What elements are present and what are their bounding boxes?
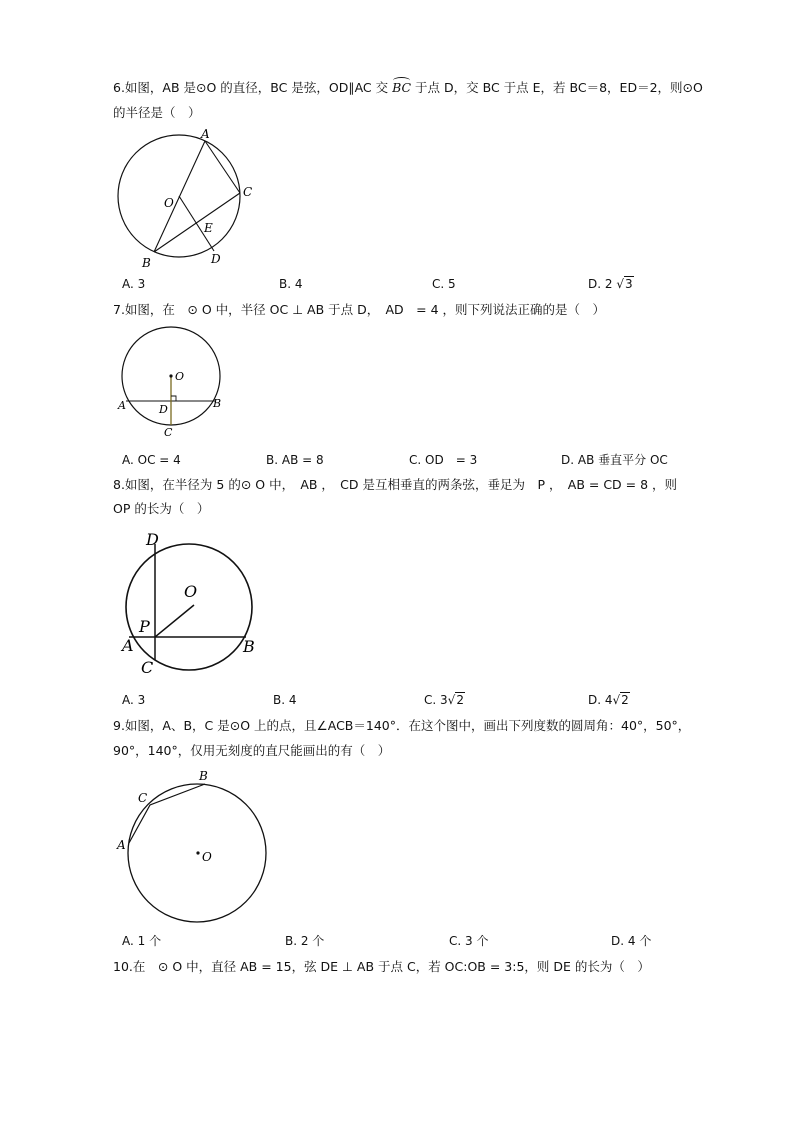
- q6-option-d-radicand: 3: [624, 277, 633, 291]
- q8-option-b[interactable]: B. 4: [273, 693, 297, 707]
- q6-stem-post: 于点 D，交 BC 于点 E，若 BC＝8，ED＝2，则⊙O: [411, 80, 703, 95]
- q8-label-c: C: [141, 658, 154, 677]
- q6-option-d[interactable]: D. 2 √3: [588, 277, 633, 291]
- q6-chord-ac: [205, 141, 240, 193]
- q8-label-o: O: [184, 582, 198, 601]
- q7-option-d[interactable]: D. AB 垂直平分 OC: [561, 453, 668, 467]
- q7-figure: [115, 323, 235, 443]
- q8-option-c-coef: C. 3: [424, 693, 448, 707]
- q7-stem-line1: 7.如图，在 ⊙ O 中，半径 OC ⊥ AB 于点 D， AD = 4 ，则下列说法正确的是（ ）: [113, 302, 606, 317]
- q8-option-c[interactable]: C. 3√2: [424, 693, 464, 707]
- q6-label-b: B: [142, 256, 151, 270]
- q8-figure: [118, 528, 268, 678]
- q9-figure: [113, 764, 273, 929]
- q6-option-a[interactable]: A. 3: [122, 277, 146, 291]
- q7-option-a[interactable]: A. OC = 4: [122, 453, 181, 467]
- q8-option-d[interactable]: D. 4√2: [588, 693, 629, 707]
- q8-label-p: P: [139, 617, 150, 636]
- q6-option-b[interactable]: B. 4: [279, 277, 303, 291]
- q7-center-dot: [169, 374, 172, 377]
- q9-label-o: O: [202, 850, 212, 864]
- q6-option-d-coef: D. 2: [588, 277, 613, 291]
- q9-stem-line2: 90°，140°，仅用无刻度的直尺能画出的有（ ）: [113, 743, 391, 758]
- q9-label-b: B: [199, 769, 208, 783]
- q9-option-d[interactable]: D. 4 个: [611, 934, 652, 948]
- q6-figure: [110, 125, 270, 275]
- q6-label-a: A: [201, 127, 210, 141]
- q7-option-b[interactable]: B. AB = 8: [266, 453, 324, 467]
- q7-label-c: C: [164, 426, 173, 439]
- q7-label-d: D: [159, 403, 168, 416]
- q10-stem-line1: 10.在 ⊙ O 中，直径 AB = 15，弦 DE ⊥ AB 于点 C，若 OC:OB = 3:5，则 DE 的长为（ ）: [113, 959, 650, 974]
- q9-label-a: A: [117, 838, 126, 852]
- q9-label-c: C: [138, 791, 148, 805]
- q6-stem-pre: 6.如图，AB 是⊙O 的直径，BC 是弦，OD∥AC 交: [113, 80, 393, 95]
- q8-label-d: D: [146, 530, 159, 549]
- q7-label-b: B: [213, 397, 222, 410]
- q6-label-o: O: [164, 196, 174, 210]
- q8-label-a: A: [122, 636, 134, 655]
- q6-stem-line2: 的半径是（ ）: [113, 105, 201, 120]
- q9-option-a[interactable]: A. 1 个: [122, 934, 162, 948]
- q8-segment-op: [155, 605, 194, 637]
- q8-stem-line2: OP 的长为（ ）: [113, 501, 210, 516]
- q6-arc-bc: BC: [392, 80, 412, 95]
- q7-right-angle-mark: [171, 396, 176, 401]
- q8-option-d-coef: D. 4: [588, 693, 613, 707]
- q6-stem-line1: [113, 79, 703, 97]
- q7-label-o: O: [175, 370, 185, 383]
- q6-option-c[interactable]: C. 5: [432, 277, 456, 291]
- q7-option-c[interactable]: C. OD = 3: [409, 453, 478, 467]
- q9-option-b[interactable]: B. 2 个: [285, 934, 325, 948]
- q6-label-c: C: [243, 185, 253, 199]
- q6-label-d: D: [211, 252, 221, 266]
- q8-option-c-radicand: 2: [456, 693, 464, 707]
- q9-option-c[interactable]: C. 3 个: [449, 934, 489, 948]
- q9-stem-line1: 9.如图，A、B，C 是⊙O 上的点，且∠ACB＝140°．在这个图中，画出下列度数的圆周角：40°，50°，: [113, 718, 691, 733]
- q6-label-e: E: [204, 221, 213, 235]
- q8-circle: [126, 544, 252, 670]
- q8-label-b: B: [243, 637, 255, 656]
- q8-option-a[interactable]: A. 3: [122, 693, 146, 707]
- q8-option-d-radicand: 2: [621, 693, 629, 707]
- q8-stem-line1: 8.如图，在半径为 5 的⊙ O 中， AB ， CD 是互相垂直的两条弦，垂足为 P ， AB = CD = 8 ，则: [113, 477, 678, 492]
- q7-label-a: A: [118, 399, 126, 412]
- q9-center-dot: [196, 851, 199, 854]
